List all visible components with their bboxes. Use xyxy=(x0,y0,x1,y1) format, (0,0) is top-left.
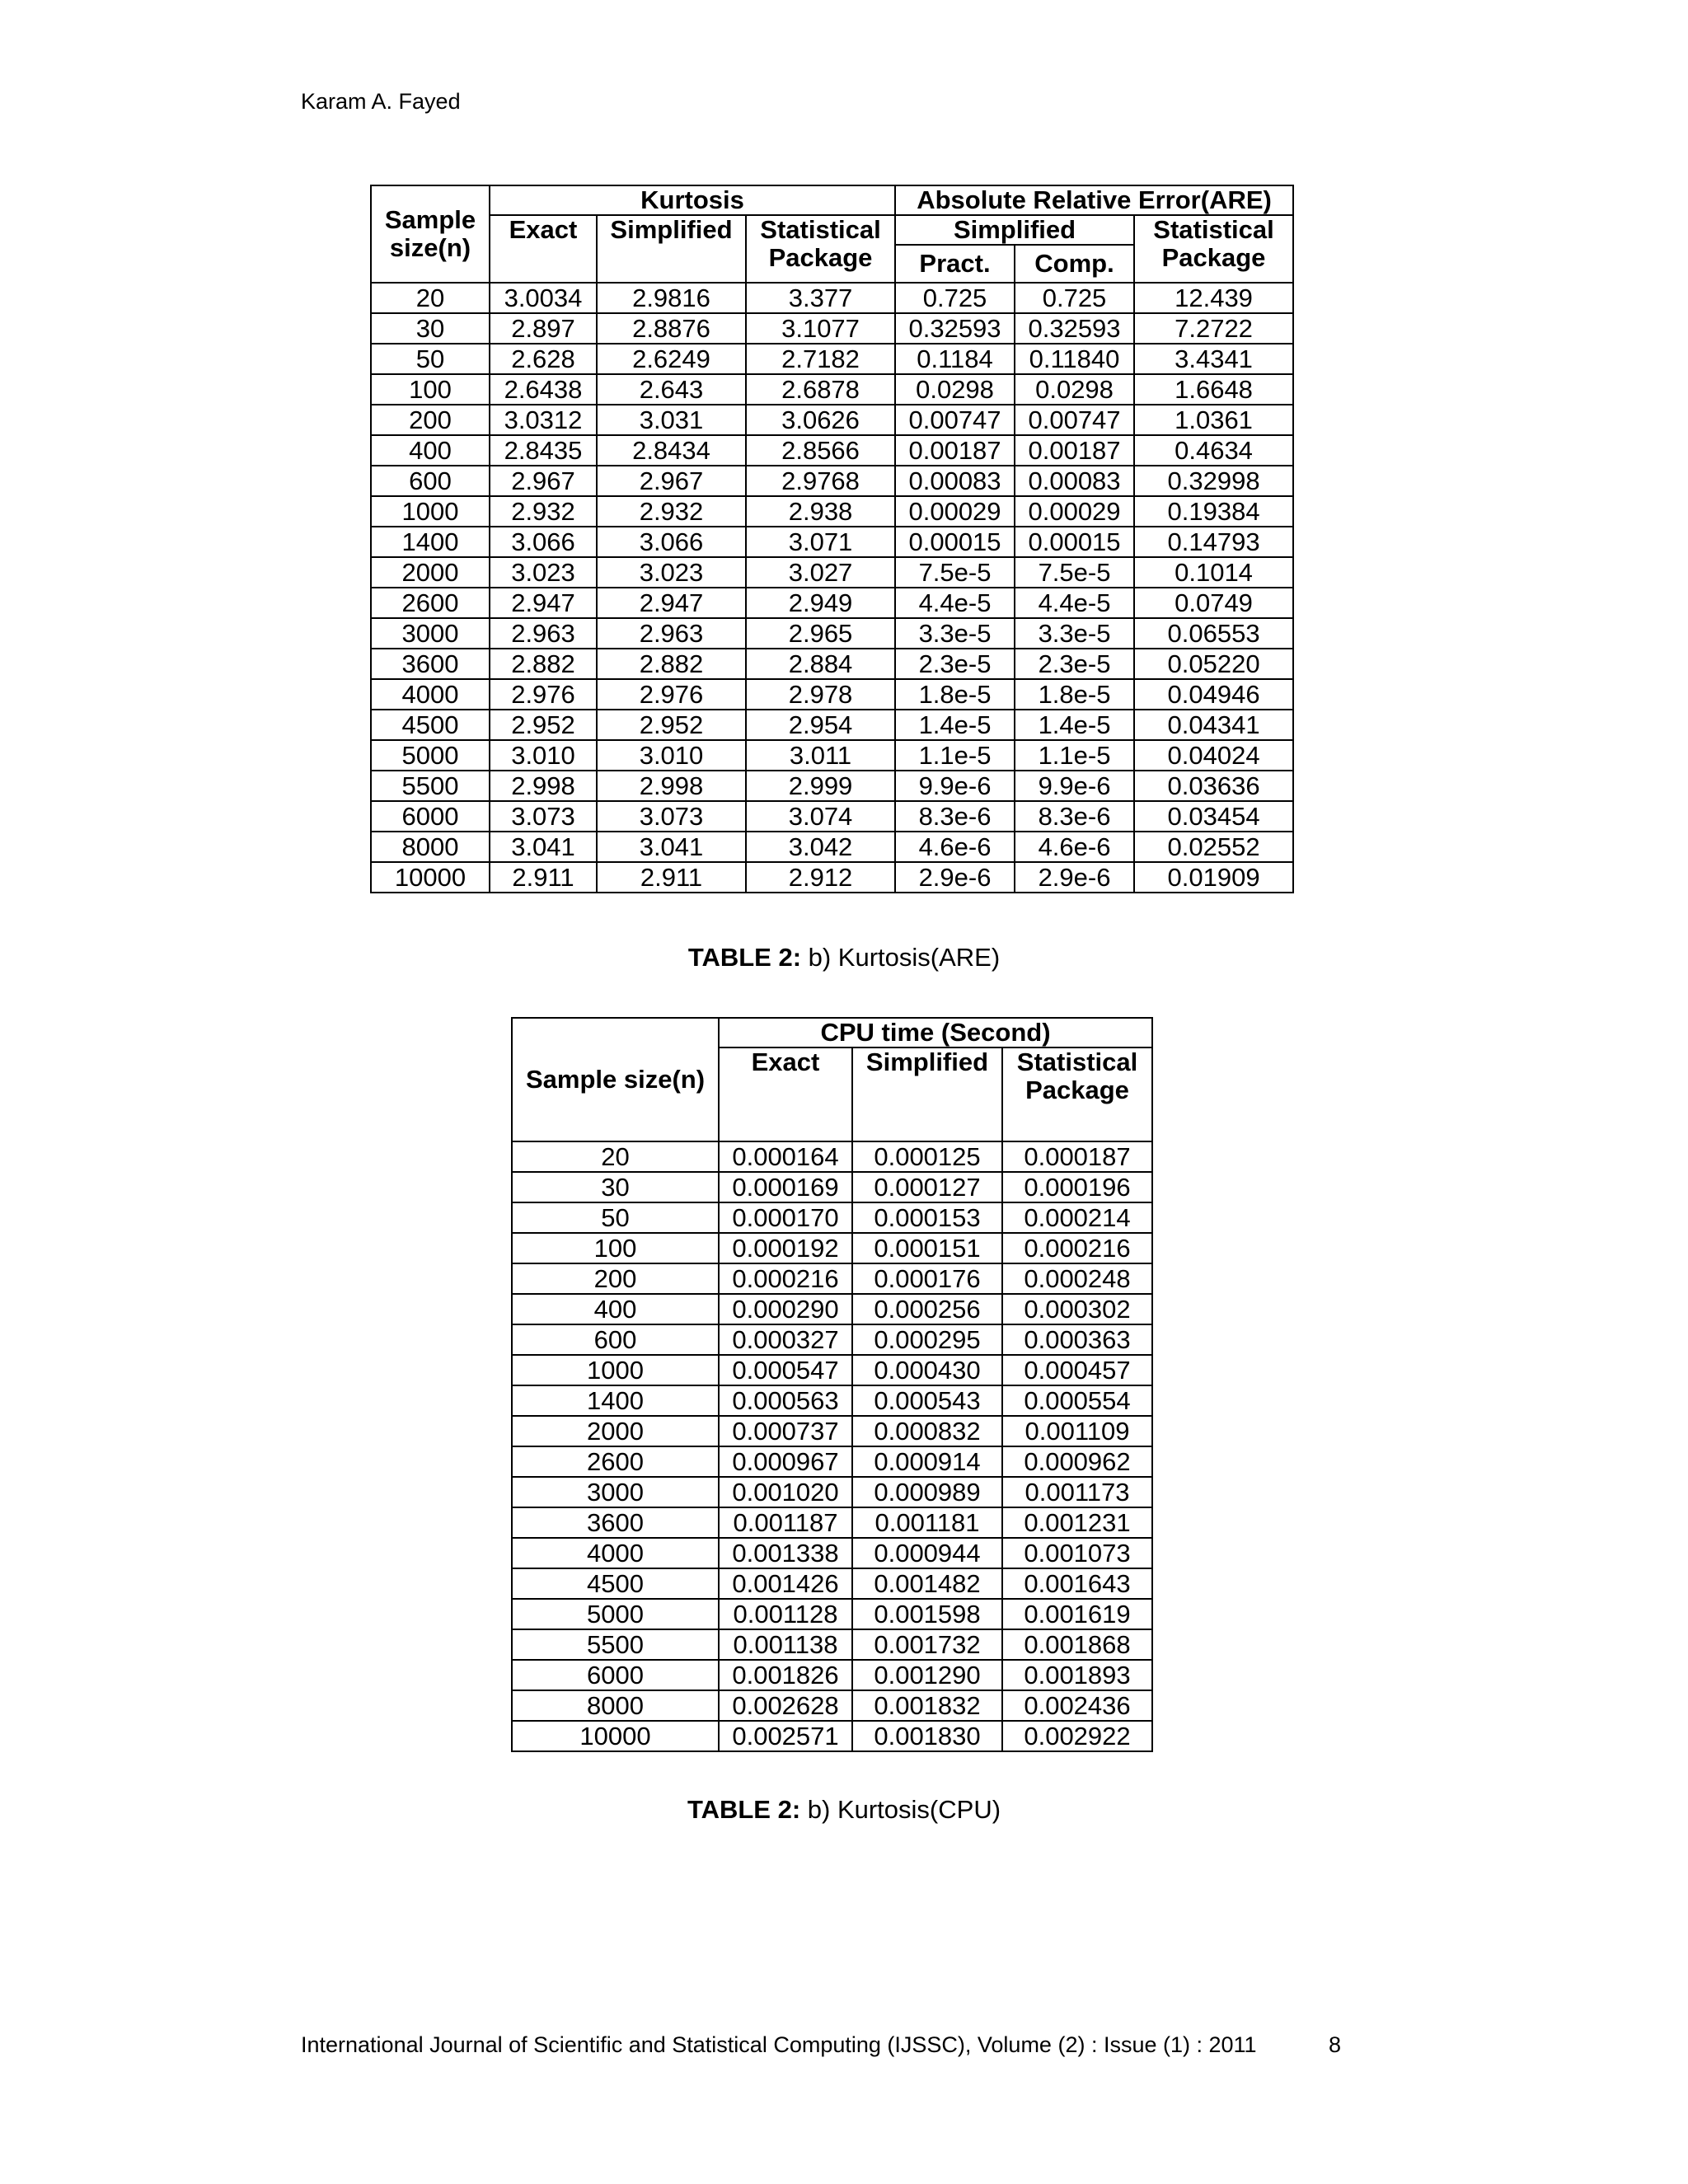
cell-exact: 2.967 xyxy=(490,466,597,496)
kurtosis-are-table xyxy=(370,185,1294,893)
cell-simplified: 0.000832 xyxy=(852,1416,1002,1446)
table-row xyxy=(371,832,1293,862)
cell-pract: 4.4e-5 xyxy=(895,588,1015,618)
cell-comp: 0.0298 xyxy=(1015,374,1134,405)
cell-statistical: 2.954 xyxy=(746,710,895,740)
cell-exact: 0.002628 xyxy=(719,1690,852,1721)
header-pract: Pract. xyxy=(895,245,1015,283)
cell-exact: 0.000164 xyxy=(719,1141,852,1172)
cell-sample-size: 5000 xyxy=(371,740,490,771)
cell-exact: 2.952 xyxy=(490,710,597,740)
cell-comp: 0.11840 xyxy=(1015,344,1134,374)
cell-sample-size: 3000 xyxy=(512,1477,719,1507)
cell-simplified: 0.000914 xyxy=(852,1446,1002,1477)
table-row xyxy=(512,1385,1152,1416)
cell-simplified: 0.000543 xyxy=(852,1385,1002,1416)
cell-exact: 0.001187 xyxy=(719,1507,852,1538)
cell-are-statistical: 0.04024 xyxy=(1134,740,1293,771)
table-row xyxy=(371,771,1293,801)
cell-simplified: 0.000127 xyxy=(852,1172,1002,1202)
cell-simplified: 2.947 xyxy=(597,588,746,618)
table-row xyxy=(512,1324,1152,1355)
table-row xyxy=(512,1446,1152,1477)
cell-simplified: 2.9816 xyxy=(597,283,746,313)
cell-pract: 0.00083 xyxy=(895,466,1015,496)
cell-comp: 2.9e-6 xyxy=(1015,862,1134,893)
header-statistical-package: Statistical Package xyxy=(1002,1047,1152,1141)
cell-sample-size: 4000 xyxy=(371,679,490,710)
cell-simplified: 3.023 xyxy=(597,557,746,588)
table-row xyxy=(512,1202,1152,1233)
header-are-statistical-package: Statistical Package xyxy=(1134,215,1293,283)
cell-simplified: 0.000151 xyxy=(852,1233,1002,1263)
cell-sample-size: 10000 xyxy=(371,862,490,893)
cell-statistical: 0.000363 xyxy=(1002,1324,1152,1355)
cell-statistical: 3.042 xyxy=(746,832,895,862)
table-row xyxy=(371,374,1293,405)
cell-exact: 2.628 xyxy=(490,344,597,374)
cell-simplified: 3.066 xyxy=(597,527,746,557)
table-row xyxy=(512,1629,1152,1660)
cell-are-statistical: 0.04341 xyxy=(1134,710,1293,740)
cell-sample-size: 1000 xyxy=(371,496,490,527)
cell-sample-size: 4500 xyxy=(371,710,490,740)
cell-statistical: 0.000216 xyxy=(1002,1233,1152,1263)
cell-comp: 1.4e-5 xyxy=(1015,710,1134,740)
cell-sample-size: 2000 xyxy=(512,1416,719,1446)
cell-statistical: 0.002436 xyxy=(1002,1690,1152,1721)
cell-statistical: 0.000302 xyxy=(1002,1294,1152,1324)
caption-label: TABLE 2: xyxy=(687,1795,801,1824)
cell-simplified: 0.001482 xyxy=(852,1568,1002,1599)
table-row xyxy=(371,313,1293,344)
cell-comp: 4.6e-6 xyxy=(1015,832,1134,862)
table-row xyxy=(371,679,1293,710)
cell-statistical: 2.978 xyxy=(746,679,895,710)
cell-exact: 2.897 xyxy=(490,313,597,344)
cell-comp: 4.4e-5 xyxy=(1015,588,1134,618)
cell-sample-size: 200 xyxy=(512,1263,719,1294)
cell-exact: 2.998 xyxy=(490,771,597,801)
cell-comp: 0.32593 xyxy=(1015,313,1134,344)
cell-comp: 3.3e-5 xyxy=(1015,618,1134,649)
cell-sample-size: 8000 xyxy=(512,1690,719,1721)
cell-simplified: 0.001181 xyxy=(852,1507,1002,1538)
cell-sample-size: 2600 xyxy=(371,588,490,618)
table-row xyxy=(371,801,1293,832)
table-row xyxy=(512,1294,1152,1324)
cell-simplified: 3.073 xyxy=(597,801,746,832)
cell-simplified: 0.000944 xyxy=(852,1538,1002,1568)
cell-pract: 0.725 xyxy=(895,283,1015,313)
cell-are-statistical: 0.1014 xyxy=(1134,557,1293,588)
cell-pract: 3.3e-5 xyxy=(895,618,1015,649)
cell-exact: 3.023 xyxy=(490,557,597,588)
cell-pract: 2.3e-5 xyxy=(895,649,1015,679)
caption-text: b) Kurtosis(ARE) xyxy=(801,943,1001,972)
header-sample-size: Sample size(n) xyxy=(371,185,490,283)
cell-statistical: 0.000962 xyxy=(1002,1446,1152,1477)
cell-sample-size: 10000 xyxy=(512,1721,719,1751)
cell-simplified: 0.001830 xyxy=(852,1721,1002,1751)
cell-statistical: 0.001619 xyxy=(1002,1599,1152,1629)
cell-exact: 0.001020 xyxy=(719,1477,852,1507)
header-exact: Exact xyxy=(490,215,597,283)
table-row xyxy=(371,283,1293,313)
cell-simplified: 0.001732 xyxy=(852,1629,1002,1660)
cell-comp: 0.00083 xyxy=(1015,466,1134,496)
cell-simplified: 0.001290 xyxy=(852,1660,1002,1690)
cell-pract: 0.1184 xyxy=(895,344,1015,374)
cell-sample-size: 30 xyxy=(512,1172,719,1202)
cell-are-statistical: 0.03454 xyxy=(1134,801,1293,832)
cell-exact: 0.000290 xyxy=(719,1294,852,1324)
cell-simplified: 0.001598 xyxy=(852,1599,1002,1629)
table-row xyxy=(512,1538,1152,1568)
cell-comp: 0.00187 xyxy=(1015,435,1134,466)
table-row xyxy=(371,618,1293,649)
cell-sample-size: 20 xyxy=(512,1141,719,1172)
cell-exact: 0.000170 xyxy=(719,1202,852,1233)
cell-simplified: 3.031 xyxy=(597,405,746,435)
cell-sample-size: 5000 xyxy=(512,1599,719,1629)
cell-simplified: 2.6249 xyxy=(597,344,746,374)
cell-statistical: 0.000248 xyxy=(1002,1263,1152,1294)
table-row xyxy=(371,557,1293,588)
cell-statistical: 2.938 xyxy=(746,496,895,527)
table-row xyxy=(512,1172,1152,1202)
cell-statistical: 0.000196 xyxy=(1002,1172,1152,1202)
cell-sample-size: 600 xyxy=(371,466,490,496)
cell-sample-size: 8000 xyxy=(371,832,490,862)
cell-exact: 0.000737 xyxy=(719,1416,852,1446)
cell-sample-size: 1400 xyxy=(371,527,490,557)
cell-pract: 0.32593 xyxy=(895,313,1015,344)
cell-exact: 0.001128 xyxy=(719,1599,852,1629)
cell-simplified: 2.952 xyxy=(597,710,746,740)
table-row xyxy=(371,588,1293,618)
cell-are-statistical: 0.04946 xyxy=(1134,679,1293,710)
table-row xyxy=(371,435,1293,466)
table-row xyxy=(512,1355,1152,1385)
cell-pract: 0.00187 xyxy=(895,435,1015,466)
cell-exact: 3.0312 xyxy=(490,405,597,435)
cell-sample-size: 1400 xyxy=(512,1385,719,1416)
cell-are-statistical: 12.439 xyxy=(1134,283,1293,313)
header-are: Absolute Relative Error(ARE) xyxy=(895,185,1293,215)
table-row xyxy=(512,1477,1152,1507)
table-row xyxy=(371,344,1293,374)
cell-simplified: 0.000176 xyxy=(852,1263,1002,1294)
cell-pract: 1.1e-5 xyxy=(895,740,1015,771)
cell-comp: 9.9e-6 xyxy=(1015,771,1134,801)
cell-simplified: 2.976 xyxy=(597,679,746,710)
cell-simplified: 0.000295 xyxy=(852,1324,1002,1355)
cell-exact: 3.0034 xyxy=(490,283,597,313)
cell-exact: 0.000327 xyxy=(719,1324,852,1355)
cell-exact: 2.963 xyxy=(490,618,597,649)
header-comp: Comp. xyxy=(1015,245,1134,283)
table-row xyxy=(371,466,1293,496)
table-row xyxy=(371,527,1293,557)
cell-simplified: 0.000430 xyxy=(852,1355,1002,1385)
cell-statistical: 2.999 xyxy=(746,771,895,801)
table-row xyxy=(512,1507,1152,1538)
cell-statistical: 3.074 xyxy=(746,801,895,832)
header-kurtosis: Kurtosis xyxy=(490,185,895,215)
header-exact: Exact xyxy=(719,1047,852,1141)
cell-statistical: 0.000187 xyxy=(1002,1141,1152,1172)
cell-simplified: 2.882 xyxy=(597,649,746,679)
cell-sample-size: 200 xyxy=(371,405,490,435)
cell-statistical: 2.9768 xyxy=(746,466,895,496)
cell-statistical: 3.1077 xyxy=(746,313,895,344)
cell-simplified: 0.000989 xyxy=(852,1477,1002,1507)
cell-simplified: 2.643 xyxy=(597,374,746,405)
cell-sample-size: 100 xyxy=(371,374,490,405)
cell-statistical: 2.912 xyxy=(746,862,895,893)
cell-comp: 2.3e-5 xyxy=(1015,649,1134,679)
cell-statistical: 0.000214 xyxy=(1002,1202,1152,1233)
header-are-simplified: Simplified xyxy=(895,215,1134,245)
cell-exact: 0.000192 xyxy=(719,1233,852,1263)
cell-pract: 8.3e-6 xyxy=(895,801,1015,832)
cell-statistical: 3.027 xyxy=(746,557,895,588)
header-sample-size: Sample size(n) xyxy=(512,1018,719,1141)
cell-statistical: 0.001073 xyxy=(1002,1538,1152,1568)
cell-simplified: 2.998 xyxy=(597,771,746,801)
cell-simplified: 2.8876 xyxy=(597,313,746,344)
cell-sample-size: 30 xyxy=(371,313,490,344)
cell-sample-size: 3600 xyxy=(512,1507,719,1538)
cell-exact: 0.000547 xyxy=(719,1355,852,1385)
cell-statistical: 2.965 xyxy=(746,618,895,649)
cell-exact: 2.932 xyxy=(490,496,597,527)
cell-exact: 2.976 xyxy=(490,679,597,710)
table-row xyxy=(371,649,1293,679)
table-row xyxy=(512,1263,1152,1294)
cell-statistical: 0.000554 xyxy=(1002,1385,1152,1416)
cell-exact: 3.073 xyxy=(490,801,597,832)
cell-sample-size: 6000 xyxy=(371,801,490,832)
cell-pract: 0.0298 xyxy=(895,374,1015,405)
cell-statistical: 2.949 xyxy=(746,588,895,618)
page-number: 8 xyxy=(1329,2032,1342,2057)
table-row xyxy=(512,1233,1152,1263)
cell-sample-size: 2000 xyxy=(371,557,490,588)
cell-statistical: 0.002922 xyxy=(1002,1721,1152,1751)
cell-sample-size: 3600 xyxy=(371,649,490,679)
cell-pract: 9.9e-6 xyxy=(895,771,1015,801)
cell-are-statistical: 0.32998 xyxy=(1134,466,1293,496)
cell-statistical: 2.884 xyxy=(746,649,895,679)
cell-pract: 4.6e-6 xyxy=(895,832,1015,862)
cell-exact: 3.010 xyxy=(490,740,597,771)
cell-comp: 0.00015 xyxy=(1015,527,1134,557)
cell-simplified: 2.967 xyxy=(597,466,746,496)
cell-comp: 1.8e-5 xyxy=(1015,679,1134,710)
cell-sample-size: 4000 xyxy=(512,1538,719,1568)
cell-statistical: 2.7182 xyxy=(746,344,895,374)
cell-statistical: 0.000457 xyxy=(1002,1355,1152,1385)
cell-statistical: 0.001643 xyxy=(1002,1568,1152,1599)
table-row xyxy=(512,1599,1152,1629)
cell-exact: 0.000169 xyxy=(719,1172,852,1202)
table-row xyxy=(512,1721,1152,1751)
caption-label: TABLE 2: xyxy=(687,943,802,972)
cell-exact: 3.066 xyxy=(490,527,597,557)
header-statistical-package: Statistical Package xyxy=(746,215,895,283)
cell-exact: 2.911 xyxy=(490,862,597,893)
cell-are-statistical: 0.0749 xyxy=(1134,588,1293,618)
table-row xyxy=(512,1660,1152,1690)
cell-pract: 2.9e-6 xyxy=(895,862,1015,893)
header-cpu-time: CPU time (Second) xyxy=(719,1018,1152,1047)
cell-statistical: 0.001231 xyxy=(1002,1507,1152,1538)
cell-sample-size: 400 xyxy=(371,435,490,466)
cell-exact: 0.000967 xyxy=(719,1446,852,1477)
cell-statistical: 2.8566 xyxy=(746,435,895,466)
table-row xyxy=(371,740,1293,771)
cell-sample-size: 100 xyxy=(512,1233,719,1263)
cell-are-statistical: 0.03636 xyxy=(1134,771,1293,801)
cell-sample-size: 2600 xyxy=(512,1446,719,1477)
cell-comp: 0.725 xyxy=(1015,283,1134,313)
cell-sample-size: 600 xyxy=(512,1324,719,1355)
cell-exact: 0.001426 xyxy=(719,1568,852,1599)
table-caption-are xyxy=(0,943,1688,972)
cell-pract: 0.00029 xyxy=(895,496,1015,527)
cell-sample-size: 5500 xyxy=(371,771,490,801)
header-simplified: Simplified xyxy=(852,1047,1002,1141)
cell-simplified: 2.8434 xyxy=(597,435,746,466)
cell-are-statistical: 0.4634 xyxy=(1134,435,1293,466)
cell-exact: 0.000216 xyxy=(719,1263,852,1294)
cell-exact: 0.001138 xyxy=(719,1629,852,1660)
cell-simplified: 2.911 xyxy=(597,862,746,893)
cell-sample-size: 6000 xyxy=(512,1660,719,1690)
table-row xyxy=(371,862,1293,893)
table-row xyxy=(512,1141,1152,1172)
cell-sample-size: 20 xyxy=(371,283,490,313)
table-row xyxy=(371,496,1293,527)
cell-statistical: 2.6878 xyxy=(746,374,895,405)
cell-are-statistical: 0.19384 xyxy=(1134,496,1293,527)
header-simplified: Simplified xyxy=(597,215,746,283)
cell-simplified: 2.932 xyxy=(597,496,746,527)
cell-comp: 0.00029 xyxy=(1015,496,1134,527)
cell-are-statistical: 3.4341 xyxy=(1134,344,1293,374)
cell-comp: 7.5e-5 xyxy=(1015,557,1134,588)
cell-sample-size: 50 xyxy=(371,344,490,374)
cell-pract: 1.4e-5 xyxy=(895,710,1015,740)
cell-simplified: 0.000256 xyxy=(852,1294,1002,1324)
table-row xyxy=(371,405,1293,435)
cell-sample-size: 50 xyxy=(512,1202,719,1233)
cell-comp: 1.1e-5 xyxy=(1015,740,1134,771)
cell-sample-size: 3000 xyxy=(371,618,490,649)
cell-statistical: 3.377 xyxy=(746,283,895,313)
cell-are-statistical: 0.05220 xyxy=(1134,649,1293,679)
cell-are-statistical: 0.02552 xyxy=(1134,832,1293,862)
cell-sample-size: 5500 xyxy=(512,1629,719,1660)
cell-pract: 0.00015 xyxy=(895,527,1015,557)
cell-sample-size: 4500 xyxy=(512,1568,719,1599)
cell-are-statistical: 0.14793 xyxy=(1134,527,1293,557)
cell-exact: 2.6438 xyxy=(490,374,597,405)
cell-statistical: 0.001109 xyxy=(1002,1416,1152,1446)
caption-text: b) Kurtosis(CPU) xyxy=(800,1795,1001,1824)
cell-simplified: 0.000125 xyxy=(852,1141,1002,1172)
cell-comp: 0.00747 xyxy=(1015,405,1134,435)
cell-sample-size: 400 xyxy=(512,1294,719,1324)
cell-statistical: 3.0626 xyxy=(746,405,895,435)
table-row xyxy=(512,1568,1152,1599)
cell-simplified: 0.001832 xyxy=(852,1690,1002,1721)
cell-exact: 2.8435 xyxy=(490,435,597,466)
cell-statistical: 0.001173 xyxy=(1002,1477,1152,1507)
cell-are-statistical: 0.01909 xyxy=(1134,862,1293,893)
table-row xyxy=(512,1416,1152,1446)
cell-exact: 3.041 xyxy=(490,832,597,862)
cell-exact: 0.000563 xyxy=(719,1385,852,1416)
cell-statistical: 0.001868 xyxy=(1002,1629,1152,1660)
cell-exact: 0.001338 xyxy=(719,1538,852,1568)
cell-comp: 8.3e-6 xyxy=(1015,801,1134,832)
cell-pract: 0.00747 xyxy=(895,405,1015,435)
cell-are-statistical: 7.2722 xyxy=(1134,313,1293,344)
cell-are-statistical: 0.06553 xyxy=(1134,618,1293,649)
cell-are-statistical: 1.6648 xyxy=(1134,374,1293,405)
cpu-time-table xyxy=(511,1017,1153,1752)
table-caption-cpu xyxy=(0,1795,1688,1825)
cell-simplified: 0.000153 xyxy=(852,1202,1002,1233)
cell-statistical: 0.001893 xyxy=(1002,1660,1152,1690)
footer-journal: International Journal of Scientific and Statistical Computing (IJSSC), Volume (2) : Issue (1) : 2011 xyxy=(301,2032,1257,2057)
cell-exact: 2.882 xyxy=(490,649,597,679)
cell-simplified: 3.041 xyxy=(597,832,746,862)
cell-statistical: 3.011 xyxy=(746,740,895,771)
cell-exact: 0.001826 xyxy=(719,1660,852,1690)
table-row xyxy=(371,710,1293,740)
cell-pract: 1.8e-5 xyxy=(895,679,1015,710)
cell-simplified: 2.963 xyxy=(597,618,746,649)
cell-sample-size: 1000 xyxy=(512,1355,719,1385)
cell-statistical: 3.071 xyxy=(746,527,895,557)
cell-pract: 7.5e-5 xyxy=(895,557,1015,588)
cell-exact: 2.947 xyxy=(490,588,597,618)
cell-simplified: 3.010 xyxy=(597,740,746,771)
table-row xyxy=(512,1690,1152,1721)
running-header-author: Karam A. Fayed xyxy=(301,89,461,114)
cell-are-statistical: 1.0361 xyxy=(1134,405,1293,435)
cell-exact: 0.002571 xyxy=(719,1721,852,1751)
